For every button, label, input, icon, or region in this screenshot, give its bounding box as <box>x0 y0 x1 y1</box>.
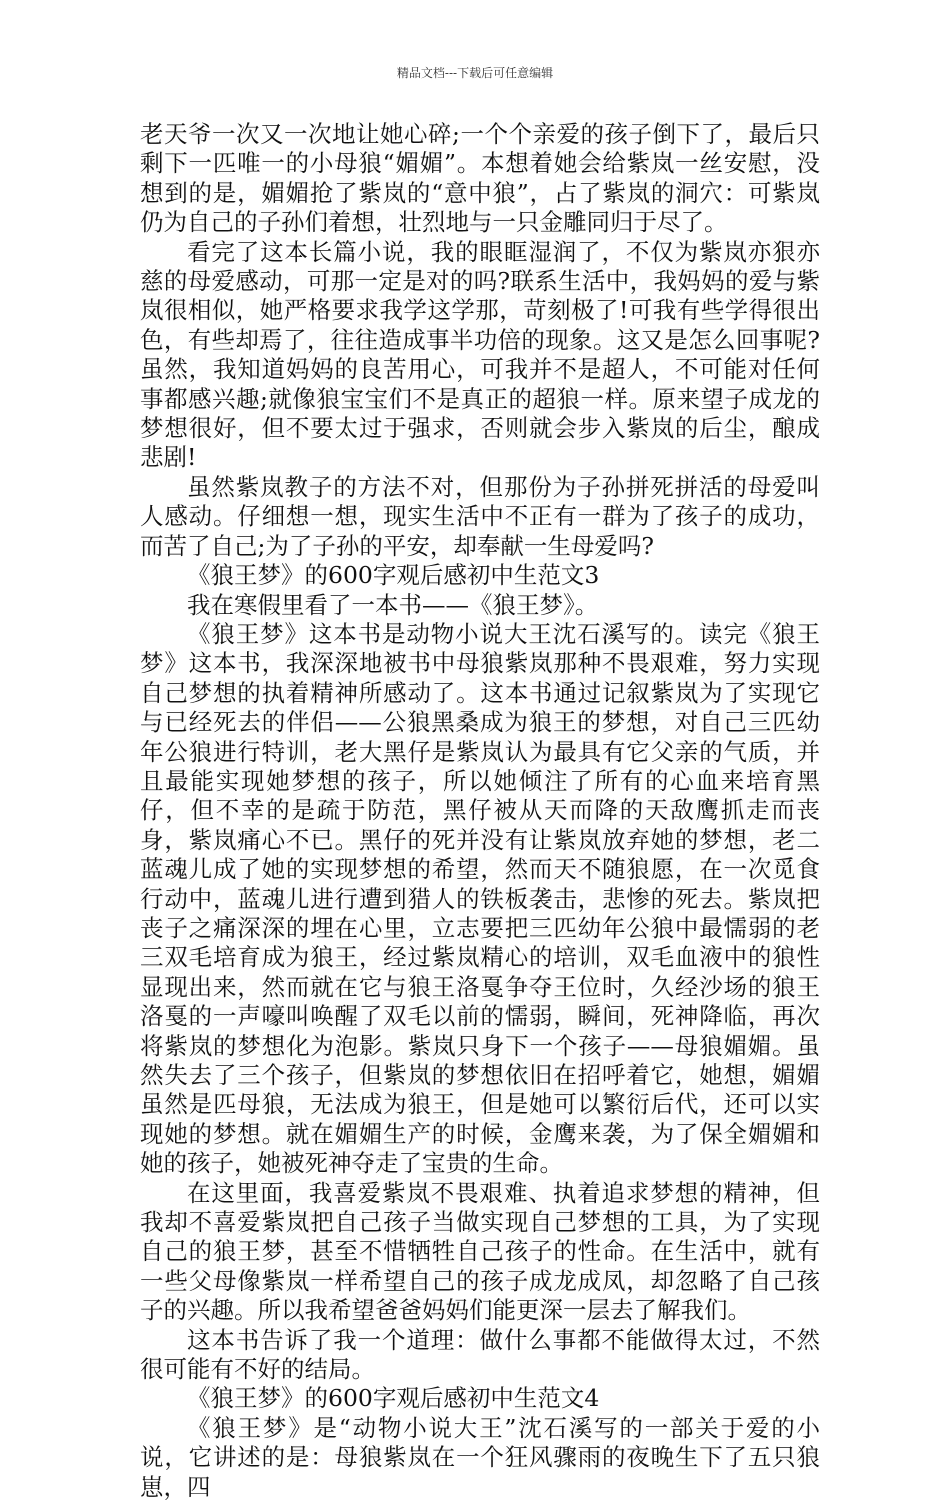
paragraph: 《狼王梦》这本书是动物小说大王沈石溪写的。读完《狼王梦》这本书，我深深地被书中母狼紫岚那种不畏艰难，努力实现自己梦想的执着精神所感动了。这本书通过记叙紫岚为了实现它与已经死去的伴侣——公狼黑桑成为狼王的梦想，对自己三匹幼年公狼进行特训，老大黑仔是紫岚认为最具有它父亲的气质，并且最能实现她梦想的孩子，所以她倾注了所有的心血来培育黑仔，但不幸的是疏于防范，黑仔被从天而降的天敌鹰抓走而丧身，紫岚痛心不已。黑仔的死并没有让紫岚放弃她的梦想，老二蓝魂儿成了她的实现梦想的希望，然而天不随狼愿，在一次觅食行动中，蓝魂儿进行遭到猎人的铁板袭击，悲惨的死去。紫岚把丧子之痛深深的埋在心里，立志要把三匹幼年公狼中最懦弱的老三双毛培育成为狼王，经过紫岚精心的培训，双毛血液中的狼性显现出来，然而就在它与狼王洛戛争夺王位时，久经沙场的狼王洛戛的一声嚎叫唤醒了双毛以前的懦弱，瞬间，死神降临，再次将紫岚的梦想化为泡影。紫岚只身下一个孩子——母狼媚媚。虽然失去了三个孩子，但紫岚的梦想依旧在招呼着它，她想，媚媚虽然是匹母狼，无法成为狼王，但是她可以繁衍后代，还可以实现她的梦想。就在媚媚生产的时候，金鹰来袭，为了保全媚媚和她的孩子，她被死神夺走了宝贵的生命。 <box>140 619 820 1178</box>
paragraph: 在这里面，我喜爱紫岚不畏艰难、执着追求梦想的精神，但我却不喜爱紫岚把自己孩子当做实现自己梦想的工具，为了实现自己的狼王梦，甚至不惜牺牲自己孩子的性命。在生活中，就有一些父母像紫岚一样希望自己的孩子成龙成凤，却忽略了自己孩子的兴趣。所以我希望爸爸妈妈们能更深一层去了解我们。 <box>140 1178 820 1325</box>
paragraph: 虽然紫岚教子的方法不对，但那份为子孙拼死拼活的母爱叫人感动。仔细想一想，现实生活中不正有一群为了孩子的成功，而苦了自己;为了子孙的平安，却奉献一生母爱吗? <box>140 472 820 560</box>
document-body <box>140 120 820 1502</box>
page-header: 精品文档---下载后可任意编辑 <box>396 66 554 80</box>
paragraph: 老天爷一次又一次地让她心碎;一个个亲爱的孩子倒下了，最后只剩下一匹唯一的小母狼“媚媚”。本想着她会给紫岚一丝安慰，没想到的是，媚媚抢了紫岚的“意中狼”，占了紫岚的洞穴：可紫岚仍为自己的子孙们着想，壮烈地与一只金雕同归于尽了。 <box>140 120 820 237</box>
section-heading: 《狼王梦》的600字观后感初中生范文4 <box>187 1384 600 1413</box>
section-heading: 《狼王梦》的600字观后感初中生范文3 <box>187 561 600 590</box>
paragraph: 我在寒假里看了一本书——《狼王梦》。 <box>187 590 599 619</box>
paragraph: 看完了这本长篇小说，我的眼眶湿润了，不仅为紫岚亦狠亦慈的母爱感动，可那一定是对的吗?联系生活中，我妈妈的爱与紫岚很相似，她严格要求我学这学那，苛刻极了!可我有些学得很出色，有些却焉了，往往造成事半功倍的现象。这又是怎么回事呢?虽然，我知道妈妈的良苦用心，可我并不是超人，不可能对任何事都感兴趣;就像狼宝宝们不是真正的超狼一样。原来望子成龙的梦想很好，但不要太过于强求，否则就会步入紫岚的后尘，酿成悲剧! <box>140 237 820 472</box>
paragraph: 这本书告诉了我一个道理：做什么事都不能做得太过，不然很可能有不好的结局。 <box>140 1325 820 1384</box>
paragraph: 《狼王梦》是“动物小说大王”沈石溪写的一部关于爱的小说，它讲述的是：母狼紫岚在一个狂风骤雨的夜晚生下了五只狼崽，四 <box>140 1413 820 1501</box>
